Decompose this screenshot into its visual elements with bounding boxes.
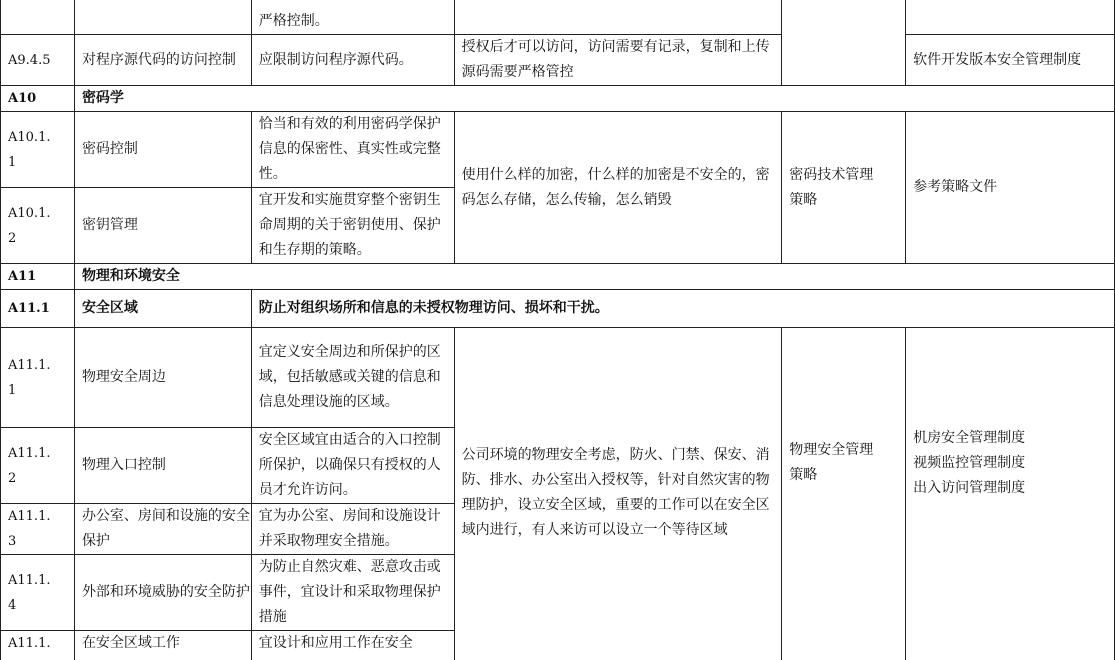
subsection-title-cell: 安全区域 [74,290,251,328]
control-id-cell: A11.1. 2 [1,428,75,504]
control-name-cell: 密码控制 [74,112,251,188]
control-name-cell: 物理入口控制 [74,428,251,504]
control-description-cell: 严格控制。 [251,0,454,35]
table-row [1,112,1115,188]
control-name-cell: 对程序源代码的访问控制 [74,35,251,86]
control-name-cell [74,0,251,35]
control-id-cell: A10.1. 2 [1,188,75,264]
policy-cell: 物理安全管理 策略 [782,328,906,660]
control-id-cell: A9.4.5 [1,35,75,86]
section-title-cell: 密码学 [74,86,1114,112]
control-description-cell: 宜开发和实施贯穿整个密钥生命周期的关于密钥使用、保护和生存期的策略。 [251,188,454,264]
document-cell: 机房安全管理制度 视频监控管理制度 出入访问管理制度 [906,328,1115,660]
document-cell: 软件开发版本安全管理制度 [906,35,1115,86]
control-name-cell: 在安全区域工作 [74,631,251,660]
implementation-cell: 公司环境的物理安全考虑，防火、门禁、保安、消防、排水、办公室出入授权等，针对自然灾害的物理防护，设立安全区域，重要的工作可以在安全区域内进行，有人来访可以设立一个等待区域 [454,328,782,660]
control-name-cell: 密钥管理 [74,188,251,264]
control-name-cell: 办公室、房间和设施的安全保护 [74,504,251,555]
control-id-cell: A11.1. 3 [1,504,75,555]
section-row [1,264,1115,290]
control-id-cell [1,0,75,35]
control-description-cell: 为防止自然灾难、恶意攻击或事件，宜设计和采取物理保护措施 [251,555,454,631]
subsection-id-cell: A11.1 [1,290,75,328]
control-description-cell: 宜为办公室、房间和设施设计并采取物理安全措施。 [251,504,454,555]
control-id-cell: A11.1. 1 [1,328,75,428]
policy-cell [782,0,906,86]
document-cell: 参考策略文件 [906,112,1115,264]
section-id-cell: A10 [1,86,75,112]
section-id-cell: A11 [1,264,75,290]
control-description-cell: 恰当和有效的利用密码学保护信息的保密性、真实性或完整性。 [251,112,454,188]
control-id-cell: A11.1. [1,631,75,660]
table-row [1,328,1115,428]
table-row [1,35,1115,86]
table-row [1,0,1115,35]
subsection-objective-cell: 防止对组织场所和信息的未授权物理访问、损坏和干扰。 [251,290,1114,328]
control-id-cell: A10.1. 1 [1,112,75,188]
implementation-cell: 授权后才可以访问，访问需要有记录，复制和上传源码需要严格管控 [454,35,782,86]
implementation-cell [454,0,782,35]
control-description-cell: 应限制访问程序源代码。 [251,35,454,86]
control-description-cell: 宜定义安全周边和所保护的区域，包括敏感或关键的信息和信息处理设施的区域。 [251,328,454,428]
implementation-cell: 使用什么样的加密，什么样的加密是不安全的，密码怎么存储，怎么传输，怎么销毁 [454,112,782,264]
subsection-row [1,290,1115,328]
control-description-cell: 安全区域宜由适合的入口控制所保护，以确保只有授权的人员才允许访问。 [251,428,454,504]
section-title-cell: 物理和环境安全 [74,264,1114,290]
control-name-cell: 物理安全周边 [74,328,251,428]
section-row [1,86,1115,112]
control-name-cell: 外部和环境威胁的安全防护 [74,555,251,631]
control-description-cell: 宜设计和应用工作在安全 [251,631,454,660]
policy-cell: 密码技术管理 策略 [782,112,906,264]
control-id-cell: A11.1. 4 [1,555,75,631]
document-cell [906,0,1115,35]
